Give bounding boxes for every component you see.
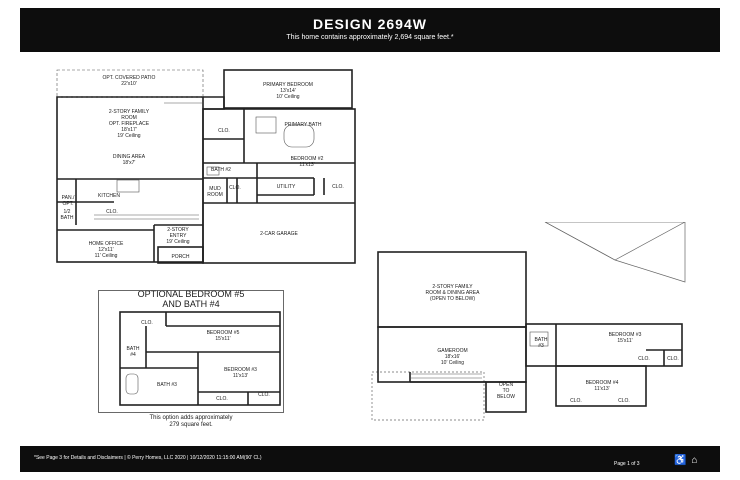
- footer-disclaimer: *See Page 3 for Details and Disclaimers | © Perry Homes, LLC 2020 | 10/12/2020 11:15:00 AM(90' CL): [34, 455, 262, 461]
- label-family-open-below: 2-STORY FAMILY ROOM & DINING AREA (OPEN TO BELOW): [425, 284, 480, 302]
- label-bedroom-2: BEDROOM #2 11'x13': [290, 156, 324, 168]
- label-half-bath: 1/2 BATH: [60, 209, 74, 221]
- label-porch: PORCH: [171, 254, 190, 260]
- accessibility-icon: ♿: [674, 455, 687, 466]
- label-opt-bedroom-3: BEDROOM #3 11'x13': [224, 367, 257, 379]
- page-indicator: Page 1 of 3: [614, 461, 640, 467]
- label-opt-clo-a: CLO.: [216, 396, 228, 402]
- first-floor-plan: [54, 67, 364, 272]
- equal-housing-icon: ⌂: [691, 455, 698, 466]
- second-floor-plan: [370, 222, 690, 434]
- label-clo-c: CLO.: [570, 398, 582, 404]
- label-home-office: HOME OFFICE 12'x11' 11' Ceiling: [88, 241, 124, 259]
- label-opt-bath-3: BATH #3: [157, 382, 177, 388]
- header-banner: [20, 8, 720, 52]
- label-opt-clo-b: CLO.: [258, 392, 270, 398]
- label-primary-bath: PRIMARY BATH: [284, 122, 322, 128]
- second-floor-walls: [370, 222, 690, 434]
- optional-bedroom-plan: [98, 290, 288, 415]
- label-bedroom-3: BEDROOM #3 15'x11': [608, 332, 642, 344]
- label-pantry: PAN./ OPT.: [61, 195, 75, 207]
- label-mud-room: MUD ROOM: [207, 186, 223, 198]
- label-clo-mud: CLO.: [229, 185, 241, 191]
- label-dining-area: DINING AREA 18'x7': [112, 154, 146, 166]
- label-bath-3: BATH #3: [534, 337, 548, 349]
- label-open-to-below: OPEN TO BELOW: [496, 382, 516, 400]
- label-garage: 2-CAR GARAGE: [260, 231, 298, 237]
- label-primary-bedroom: PRIMARY BEDROOM 13'x14' 10' Ceiling: [263, 82, 313, 100]
- label-family-room: 2-STORY FAMILY ROOM OPT. FIREPLACE 18'x17' 19' Ceiling: [108, 109, 150, 139]
- label-opt-bedroom-5: BEDROOM #5 15'x11': [206, 330, 240, 342]
- optional-plan-note: This option adds approximately 279 square feet.: [149, 415, 233, 428]
- label-clo-bedroom-2: CLO.: [332, 184, 344, 190]
- label-kitchen: KITCHEN: [98, 193, 120, 199]
- label-clo-b: CLO.: [667, 356, 679, 362]
- label-clo-a: CLO.: [638, 356, 650, 362]
- footer-icons: [674, 455, 698, 466]
- label-clo-primary: CLO.: [218, 128, 230, 134]
- optional-plan-title: OPTIONAL BEDROOM #5 AND BATH #4: [137, 289, 245, 309]
- page-subtitle: This home contains approximately 2,694 square feet.*: [286, 34, 454, 41]
- page-title: DESIGN 2694W: [313, 16, 427, 32]
- footer-bar: [20, 446, 720, 472]
- label-clo-kitchen: CLO.: [106, 209, 118, 215]
- label-entry: 2-STORY ENTRY 19' Ceiling: [166, 227, 190, 245]
- label-gameroom: GAMEROOM 18'x16' 10' Ceiling: [437, 348, 468, 366]
- label-clo-d: CLO.: [618, 398, 630, 404]
- label-opt-covered-patio: OPT. COVERED PATIO 22'x10': [102, 75, 156, 87]
- label-bedroom-4: BEDROOM #4 11'x13': [585, 380, 619, 392]
- label-opt-clo-top: CLO.: [141, 320, 153, 326]
- label-bath-2: BATH #2: [211, 167, 231, 173]
- label-opt-bath-4: BATH #4: [126, 346, 140, 358]
- label-utility: UTILITY: [276, 184, 296, 190]
